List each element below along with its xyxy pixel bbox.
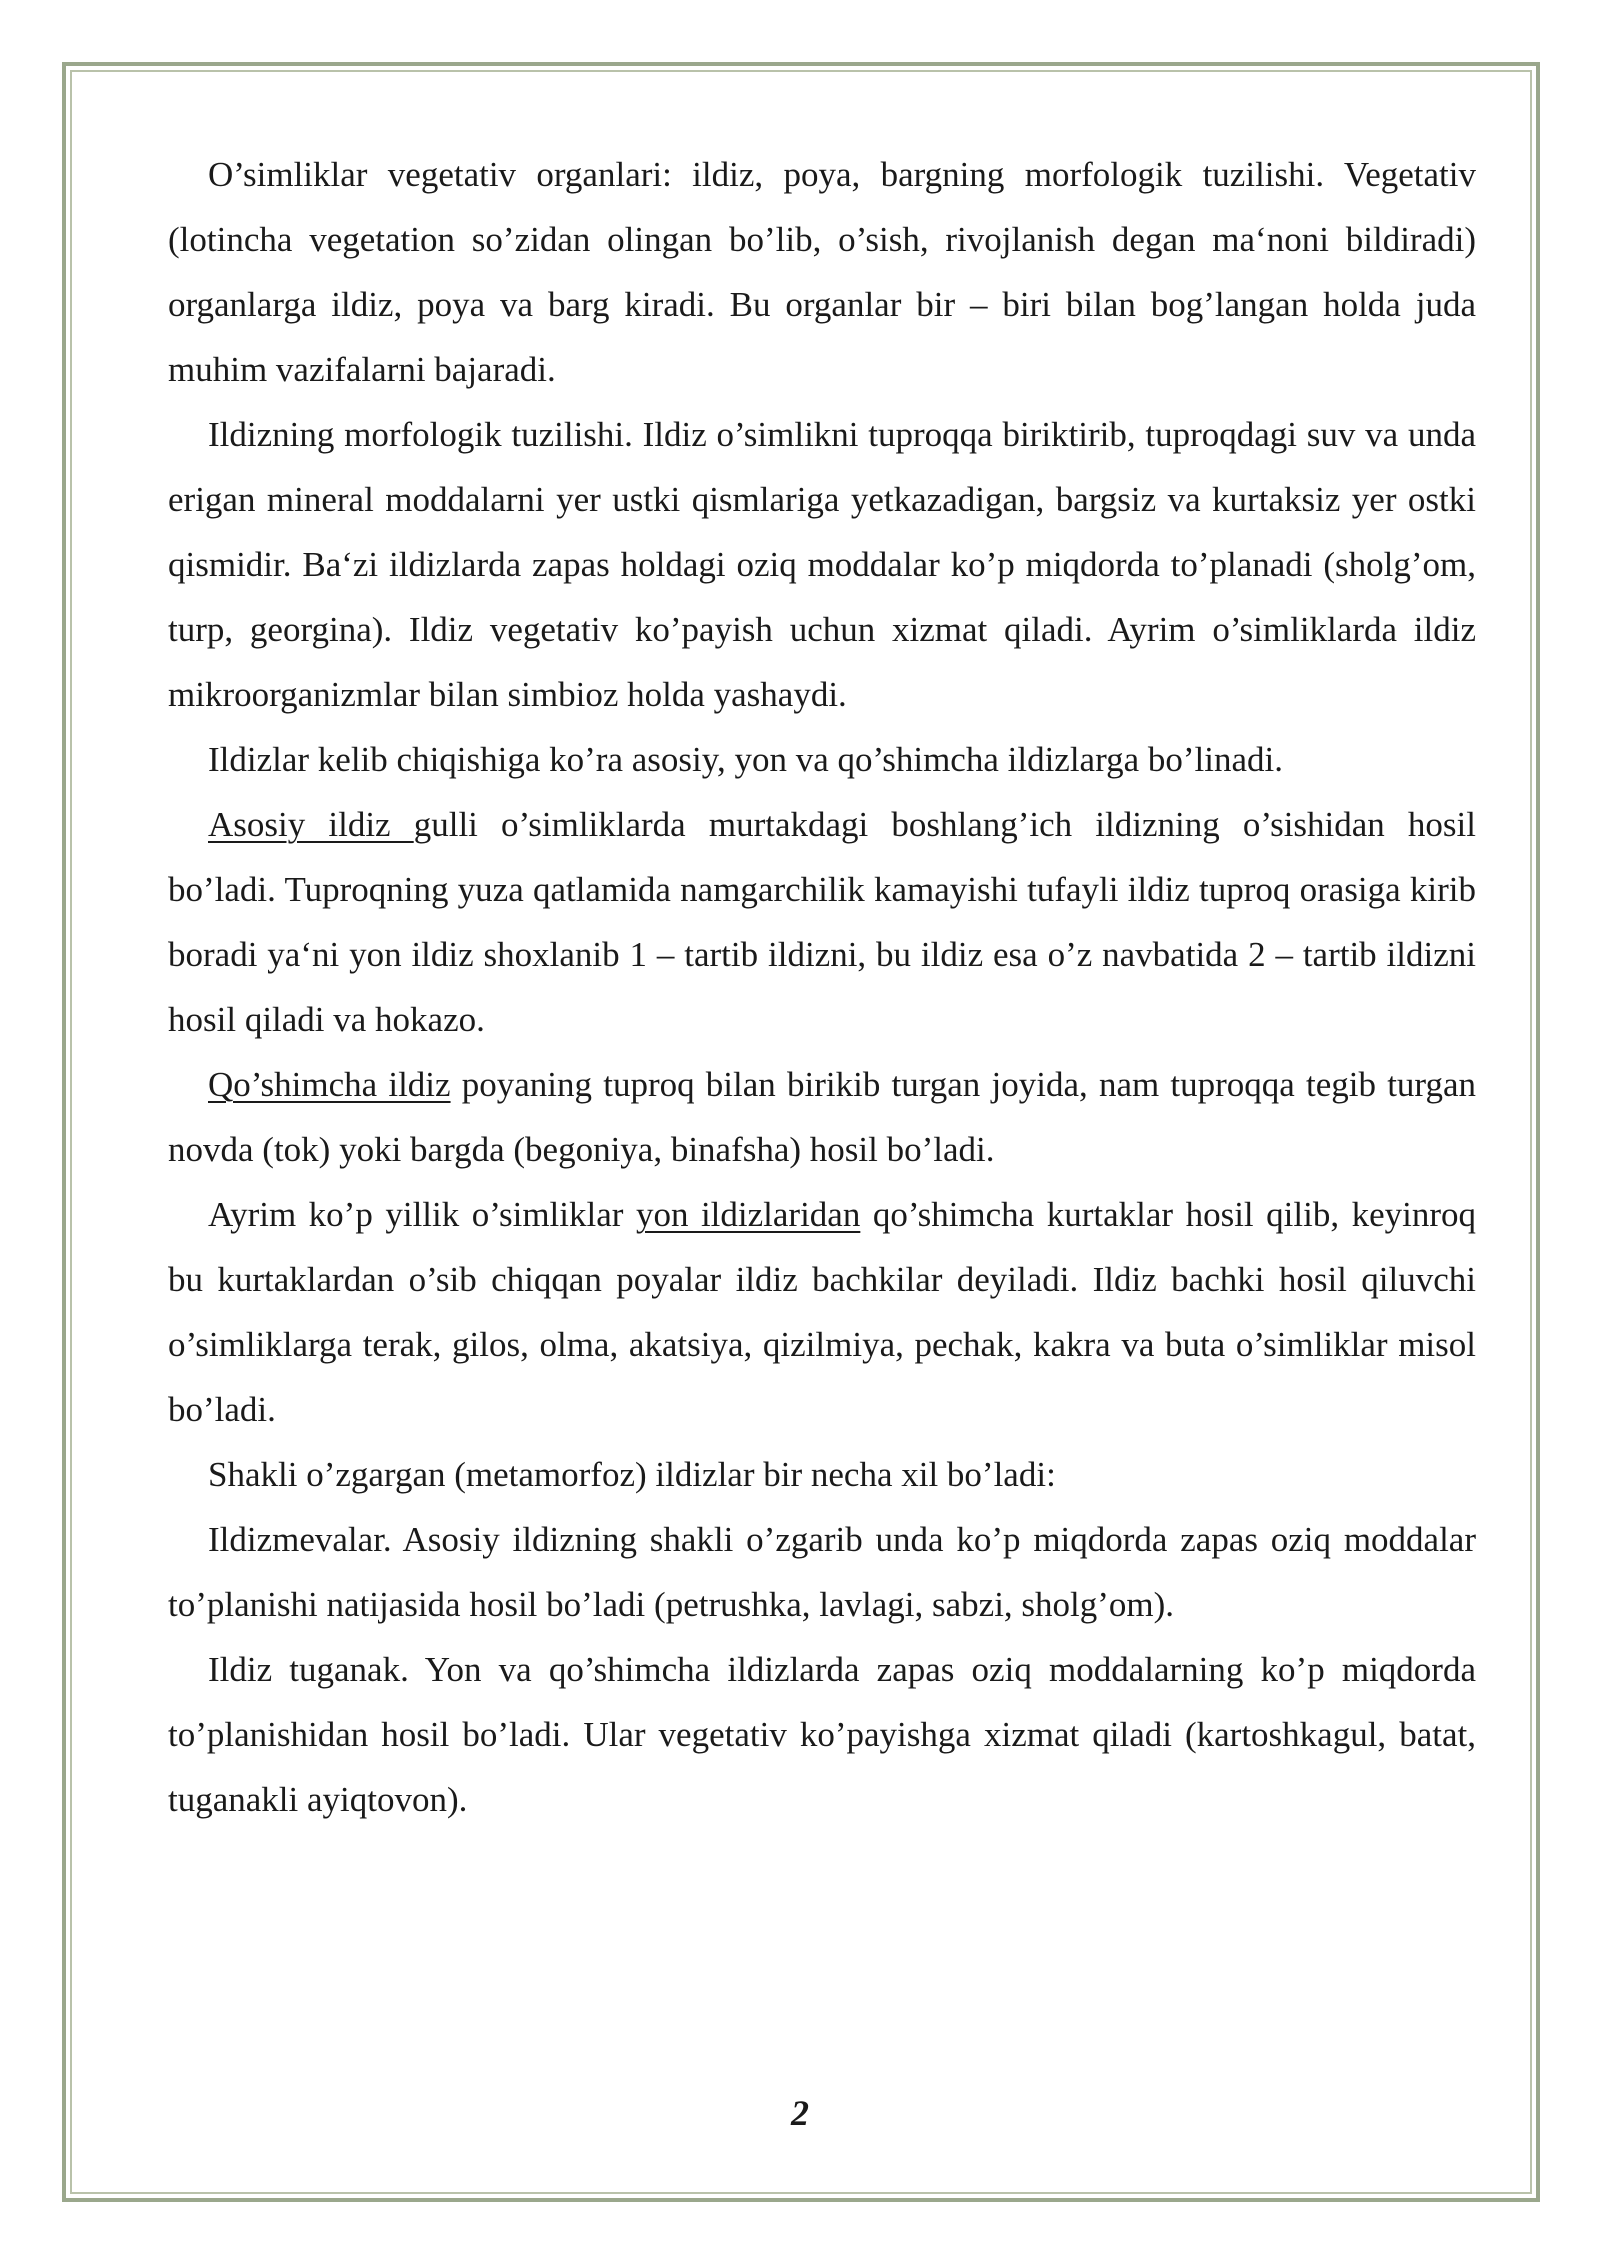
underlined-term: Asosiy ildiz — [208, 805, 414, 844]
paragraph-text: Ildizmevalar. Asosiy ildizning shakli o’zgarib unda ko’p miqdorda zapas oziq moddalar to’planishi natijasida hosil bo’ladi (petrushka, lavlagi, sabzi, sholg’om). — [168, 1520, 1476, 1624]
paragraph-text: Ayrim ko’p yillik o’simliklar — [208, 1195, 636, 1234]
paragraph-main-root — [168, 792, 1476, 1052]
paragraph-metamorphosed-roots — [168, 1442, 1476, 1507]
paragraph-text: qo’shimcha kurtaklar hosil qilib, keyinroq bu kurtaklardan o’sib chiqqan poyalar ildiz bachkilar deyiladi. Ildiz bachki hosil qiluvchi o’simliklarga terak, gilos, olma, akatsiya, qizilmiya, pechak, kakra va buta o’simliklar misol bo’ladi. — [168, 1195, 1477, 1429]
paragraph-text: Ildizlar kelib chiqishiga ko’ra asosiy, yon va qo’shimcha ildizlarga bo’linadi. — [208, 740, 1284, 779]
page-number: 2 — [791, 2093, 809, 2133]
paragraph-root-morphology — [168, 402, 1476, 727]
paragraph-text: poyaning tuproq bilan birikib turgan joyida, nam tuproqqa tegib turgan novda (tok) yoki bargda (begoniya, binafsha) hosil bo’ladi. — [168, 1065, 1476, 1169]
paragraph-root-tubers — [168, 1637, 1476, 1832]
paragraph-text: Shakli o’zgargan (metamorfoz) ildizlar bir necha xil bo’ladi: — [208, 1455, 1056, 1494]
underlined-term: Qo’shimcha ildiz — [208, 1065, 451, 1104]
paragraph-text: Ildiz tuganak. Yon va qo’shimcha ildizlarda zapas oziq moddalarning ko’p miqdorda to’planishidan hosil bo’ladi. Ular vegetativ ko’payishga xizmat qiladi (kartoshkagul, batat, tuganakli ayiqtovon). — [168, 1650, 1476, 1819]
underlined-term: yon ildizlaridan — [635, 1195, 861, 1234]
page-body — [168, 142, 1476, 1832]
paragraph-text: gulli o’simliklarda murtakdagi boshlang’ich ildizning o’sishidan hosil bo’ladi. Tuproqning yuza qatlamida namgarchilik kamayishi tufayli ildiz tuproq orasiga kirib boradi ya‘ni yon ildiz shoxlanib 1 – tartib ildizni, bu ildiz esa o’z navbatida 2 – tartib ildizni hosil qiladi va hokazo. — [168, 805, 1476, 1039]
paragraph-root-types — [168, 727, 1476, 792]
paragraph-text: O’simliklar vegetativ organlari: ildiz, poya, bargning morfologik tuzilishi. Vegetativ (lotincha vegetation so’zidan olingan bo’lib, o’sish, rivojlanish degan ma‘noni bildiradi) organlarga ildiz, poya va barg kiradi. Bu organlar bir – biri bilan bog’langan holda juda muhim vazifalarni bajaradi. — [168, 155, 1476, 389]
paragraph-adventitious-root — [168, 1052, 1476, 1182]
paragraph-root-vegetables — [168, 1507, 1476, 1637]
paragraph-intro — [168, 142, 1476, 402]
paragraph-root-suckers — [168, 1182, 1476, 1442]
paragraph-text: Ildizning morfologik tuzilishi. Ildiz o’simlikni tuproqqa biriktirib, tuproqdagi suv va unda erigan mineral moddalarni yer ustki qismlariga yetkazadigan, bargsiz va kurtaksiz yer ostki qismidir. Ba‘zi ildizlarda zapas holdagi oziq moddalar ko’p miqdorda to’planadi (sholg’om, turp, georgina). Ildiz vegetativ ko’payish uchun xizmat qiladi. Ayrim o’simliklarda ildiz mikroorganizmlar bilan simbioz holda yashaydi. — [168, 415, 1476, 714]
